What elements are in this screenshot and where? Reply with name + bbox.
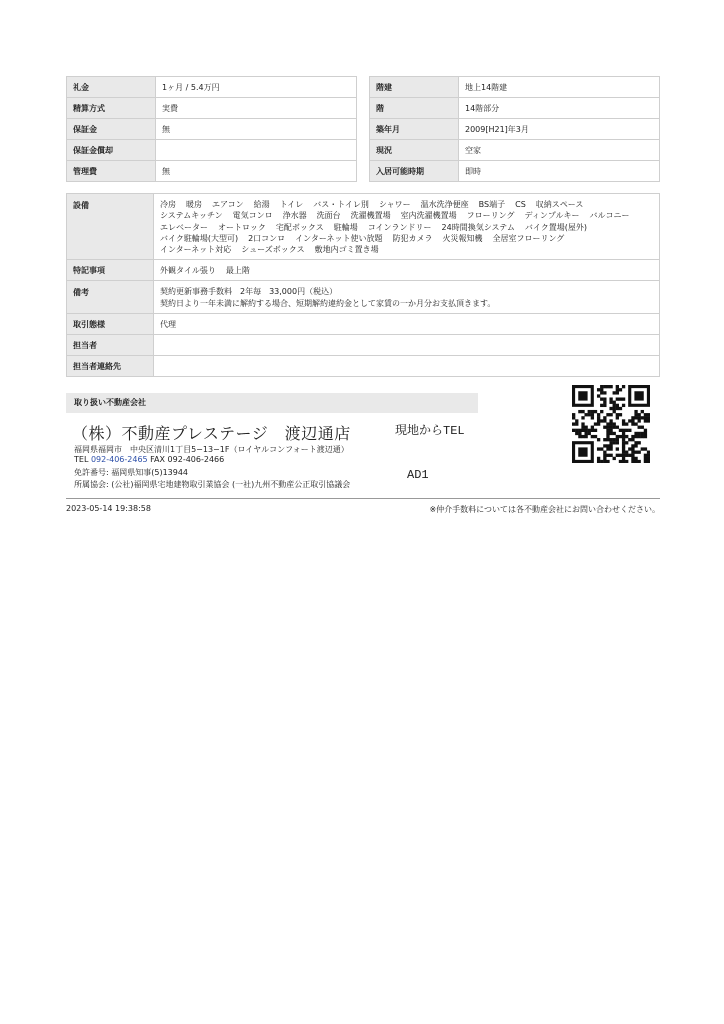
value-floor: 14階部分 <box>459 98 660 119</box>
label-settlement: 精算方式 <box>67 98 156 119</box>
table-row <box>370 161 660 182</box>
equipment-item: 敷地内ゴミ置き場 <box>314 245 379 255</box>
equipment-item: 温水洗浄便座 <box>420 200 469 209</box>
value-move-in: 即時 <box>459 161 660 182</box>
label-deposit: 保証金 <box>67 119 156 140</box>
table-row <box>67 98 357 119</box>
value-transaction: 代理 <box>154 314 660 335</box>
label-staff: 担当者 <box>67 335 154 356</box>
equipment-item: 洗面台 <box>316 211 341 221</box>
equipment-item: 24時間換気システム <box>441 222 515 232</box>
equipment-item: インターネット使い放題 <box>295 233 383 243</box>
table-row <box>370 140 660 161</box>
agent-license: 免許番号: 福岡県知事(5)13944 <box>74 468 189 477</box>
equipment-item: 防犯カメラ <box>392 233 433 243</box>
equipment-item: エアコン <box>212 200 244 209</box>
tel-label: TEL <box>74 455 89 464</box>
remarks-line: 契約日より一年未満に解約する場合、短期解約違約金として家賃の一か月分お支払頂きます。 <box>160 298 496 308</box>
qr-code-icon <box>572 385 650 463</box>
equipment-list <box>154 194 660 260</box>
label-management-fee: 管理費 <box>67 161 156 182</box>
agent-address: 福岡県福岡市 中央区清川1丁目5−13−1F（ロイヤルコンフォート渡辺通） <box>74 445 349 454</box>
footer-divider <box>66 498 660 499</box>
label-key-money: 礼金 <box>67 77 156 98</box>
building-table <box>369 76 660 182</box>
label-floor: 階 <box>370 98 459 119</box>
remarks-line: 契約更新事務手数料 2年毎 33,000円（税込） <box>160 287 338 297</box>
equipment-item: CS <box>515 200 526 209</box>
remarks <box>154 281 660 314</box>
equipment-item: 収納スペース <box>535 200 584 209</box>
equipment-item: シャワー <box>378 200 411 209</box>
details-table <box>66 193 660 377</box>
equipment-item: 洗濯機置場 <box>350 211 391 221</box>
equipment-item: システムキッチン <box>160 211 223 221</box>
table-row <box>370 119 660 140</box>
agent-association: 所属協会: (公社)福岡県宅地建物取引業協会 (一社)九州不動産公正取引協議会 <box>74 480 351 489</box>
equipment-item: 2口コンロ <box>248 233 286 243</box>
value-settlement: 実費 <box>156 98 357 119</box>
agent-name: （株）不動産プレステージ 渡辺通店 <box>72 426 351 443</box>
value-built: 2009[H21]年3月 <box>459 119 660 140</box>
equipment-item: 給湯 <box>253 200 270 209</box>
label-built: 築年月 <box>370 119 459 140</box>
label-move-in: 入居可能時期 <box>370 161 459 182</box>
equipment-item: バルコニー <box>589 211 630 221</box>
table-row <box>67 77 357 98</box>
equipment-item: BS端子 <box>478 200 506 209</box>
equipment-item: バス・トイレ別 <box>313 200 369 209</box>
equipment-item: 暖房 <box>186 200 202 209</box>
table-row <box>67 260 660 281</box>
table-row <box>370 98 660 119</box>
label-floors: 階建 <box>370 77 459 98</box>
agent-phone-line <box>74 455 224 464</box>
value-deposit: 無 <box>156 119 357 140</box>
fax-number: 092-406-2466 <box>167 455 225 464</box>
equipment-item: 電気コンロ <box>232 211 273 221</box>
table-row <box>67 161 357 182</box>
ad-code: AD1 <box>407 468 429 482</box>
value-status: 空家 <box>459 140 660 161</box>
equipment-item: シューズボックス <box>241 245 305 255</box>
equipment-item: トイレ <box>279 200 304 209</box>
label-transaction: 取引態様 <box>67 314 154 335</box>
equipment-item: 全居室フローリング <box>492 233 565 243</box>
equipment-item: オートロック <box>218 222 266 232</box>
contact-note: 現地からTEL <box>395 424 465 438</box>
equipment-item: 宅配ボックス <box>275 222 324 232</box>
value-management-fee: 無 <box>156 161 357 182</box>
equipment-item: エレベーター <box>160 222 208 232</box>
tel-link[interactable]: 092-406-2465 <box>90 455 148 464</box>
equipment-item: インターネット対応 <box>160 245 232 255</box>
special-list <box>154 260 660 281</box>
footer-note: ※仲介手数料については各不動産会社にお問い合わせください。 <box>429 505 660 514</box>
equipment-item: コインランドリー <box>367 222 432 232</box>
fee-table <box>66 76 357 182</box>
value-staff <box>154 335 660 356</box>
value-key-money: 1ヶ月 / 5.4万円 <box>156 77 357 98</box>
table-row <box>67 281 660 314</box>
equipment-item: 火災報知機 <box>442 233 483 243</box>
equipment-item: バイク駐輪場(大型可) <box>160 233 239 243</box>
label-staff-contact: 担当者連絡先 <box>67 356 154 377</box>
table-row <box>67 194 660 260</box>
equipment-item: バイク置場(屋外) <box>524 222 588 232</box>
special-item: 外観タイル張り <box>160 265 216 275</box>
table-row <box>67 119 357 140</box>
table-row <box>67 314 660 335</box>
equipment-item: フローリング <box>466 211 515 221</box>
equipment-item: 冷房 <box>160 200 176 209</box>
label-equipment: 設備 <box>67 194 154 260</box>
label-remarks: 備考 <box>67 281 154 314</box>
table-row <box>370 77 660 98</box>
equipment-item: ディンプルキー <box>524 211 580 221</box>
table-row <box>67 140 357 161</box>
label-deposit-amortization: 保証金償却 <box>67 140 156 161</box>
print-timestamp: 2023-05-14 19:38:58 <box>66 504 151 513</box>
equipment-item: 浄水器 <box>282 211 307 221</box>
equipment-item: 駐輪場 <box>333 222 358 232</box>
fax-label: FAX <box>150 455 165 464</box>
table-row <box>67 335 660 356</box>
agent-section-header: 取り扱い不動産会社 <box>66 393 478 413</box>
equipment-item: 室内洗濯機置場 <box>400 211 457 221</box>
table-row <box>67 356 660 377</box>
value-deposit-amortization <box>156 140 357 161</box>
value-staff-contact <box>154 356 660 377</box>
special-item: 最上階 <box>225 265 250 275</box>
label-status: 現況 <box>370 140 459 161</box>
label-special: 特記事項 <box>67 260 154 281</box>
value-floors: 地上14階建 <box>459 77 660 98</box>
